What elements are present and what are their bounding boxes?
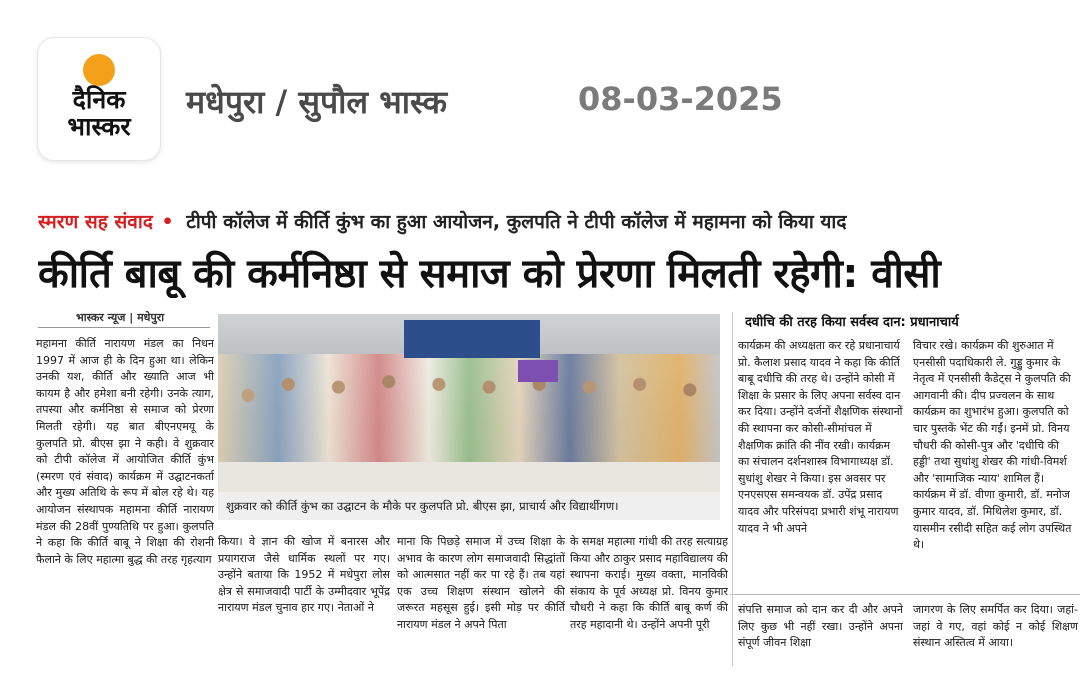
publication-date: 08-03-2025 [578,80,783,118]
article-column-6: विचार रखे। कार्यक्रम की शुरुआत में एनसीसी पदाधिकारी ले. गुड्डु कुमार के नेतृत्व में एनसीसी कैडेट्स ने कुलपति की आगवानी की। दीप प्रज्वलन के साथ कार्यक्रम का शुभारंभ हुआ। कुलपति को चार पुस्तकें भेंट की गईं। इनमें प्रो. विनय चौधरी की कोसी-पुत्र और 'दधीचि की हड्डी' तथा सुधांशु शेखर की गांधी-विमर्श और 'सामाजिक न्याय' शामिल हैं। कार्यक्रम में डॉ. वीणा कुमारी, डॉ. मनोज कुमार यादव, डॉ. मिथिलेश कुमार, डॉ. यासमीन रसीदी सहित कई लोग उपस्थित थे। [913,339,1072,552]
kicker-label: स्मरण सह संवाद [38,211,153,233]
article-column-2: किया। वे ज्ञान की खोज में बनारस और प्रयागराज जैसे धार्मिक स्थलों पर गए। उन्होंने बताया कि 1952 में मधेपुरा लोस क्षेत्र से समाजवादी पार्टी के उम्मीदवार भूपेंद्र नारायण मंडल चुनाव हार गए। नेताओं ने [218,535,390,615]
kicker-text: टीपी कॉलेज में कीर्ति कुंभ का हुआ आयोजन, कुलपति ने टीपी कॉलेज में महामना को किया याद [186,211,847,233]
article-column-1: महामना कीर्ति नारायण मंडल का निधन 1997 में आज ही के दिन हुआ था। लेकिन उनकी यश, कीर्ति और ख्याति आज भी कायम है और हमेशा बनी रहेगी। उनके त्याग, तपस्या और कर्मनिष्ठा से समाज को प्रेरणा मिलती रहेगी। यह बात बीएनएमयू के कुलपति प्रो. बीएस झा ने कही। वे शुक्रवार को टीपी कॉलेज में आयोजित कीर्ति कुंभ (स्मरण एवं संवाद) कार्यक्रम में उद्घाटनकर्ता और मुख्य अतिथि के रूप में बोल रहे थे। यह आयोजन संस्थापक महामना कीर्ति नारायण मंडल की 28वीं पुण्यतिथि पर हुआ। कुलपति ने कहा कि कीर्ति बाबू ने शिक्षा की रोशनी फैलाने के लिए महात्मा बुद्ध की तरह गृहत्याग [36,337,214,566]
article-column-5: कार्यक्रम की अध्यक्षता कर रहे प्रधानाचार्य प्रो. कैलाश प्रसाद यादव ने कहा कि कीर्ति बाबू दधीचि की तरह थे। उन्होंने कोसी में शिक्षा के प्रसार के लिए अपना सर्वस्व दान कर दिया। उन्होंने दर्जनों शैक्षणिक संस्थानों की स्थापना कर कोसी-सीमांचल में शैक्षणिक क्रांति की नींव रखी। कार्यक्रम का संचालन दर्शनशास्त्र विभागाध्यक्ष डॉ. सुधांशु शेखर ने किया। इस अवसर पर एनएसएस समन्वयक डॉ. उपेंद्र प्रसाद यादव और परिसंपदा प्रभारी शंभू नारायण यादव ने भी अपने [738,339,903,535]
article-column-3: माना कि पिछड़े समाज में उच्च शिक्षा के अभाव के कारण लोग समाजवादी सिद्धांतों को आत्मसात नहीं कर पा रहे हैं। तब यहां एक उच्च शिक्षण संस्थान खोलने की जरूरत महसूस हुई। इसी मोड़ पर कीर्ति नारायण मंडल ने अपने पिता [397,535,565,631]
edition-title: मधेपुरा / सुपौल भास्क [186,83,448,121]
article-column-7: संपत्ति समाज को दान कर दी और अपने लिए कुछ भी नहीं रखा। उन्होंने अपना संपूर्ण जीवन शिक्षा [738,603,903,650]
section-rule [730,594,1080,595]
right-subheading: दधीचि की तरह किया सर्वस्व दान: प्रधानाचार्य [745,315,959,330]
byline-rule [38,327,210,328]
kicker-bullet: • [161,211,174,233]
sun-icon [83,54,115,86]
logo-text: दैनिक भास्कर [67,85,131,141]
article-column-8: जागरण के लिए समर्पित कर दिया। जहां-जहां वे गए, वहां कोई न कोई शिक्षण संस्थान अस्तित्व में आया। [913,603,1078,650]
kicker [38,208,1078,238]
byline: भास्कर न्यूज | मधेपुरा [76,311,165,324]
event-photo [218,314,720,492]
headline: कीर्ति बाबू की कर्मनिष्ठा से समाज को प्रेरणा मिलती रहेगी: वीसी [38,251,941,297]
photo-banner [404,320,540,358]
masthead [0,0,1084,190]
photo-table [218,462,720,492]
photo-banner-small [518,360,558,382]
photo-caption: शुक्रवार को कीर्ति कुंभ का उद्घाटन के मौके पर कुलपति प्रो. बीएस झा, प्राचार्य और विद्यार्थीगण। [218,492,720,520]
article-column-4: के समक्ष महात्मा गांधी की तरह सत्याग्रह किया और ठाकुर प्रसाद महाविद्यालय की स्थापना कराई। मुख्य वक्ता, मानविकी संकाय के पूर्व अध्यक्ष प्रो. विनय कुमार चौधरी ने कहा कि कीर्ति बाबू कर्ण की तरह महादानी थे। उन्होंने अपनी पूरी [570,535,728,631]
dainik-bhaskar-logo [38,38,160,160]
column-divider [732,312,733,666]
